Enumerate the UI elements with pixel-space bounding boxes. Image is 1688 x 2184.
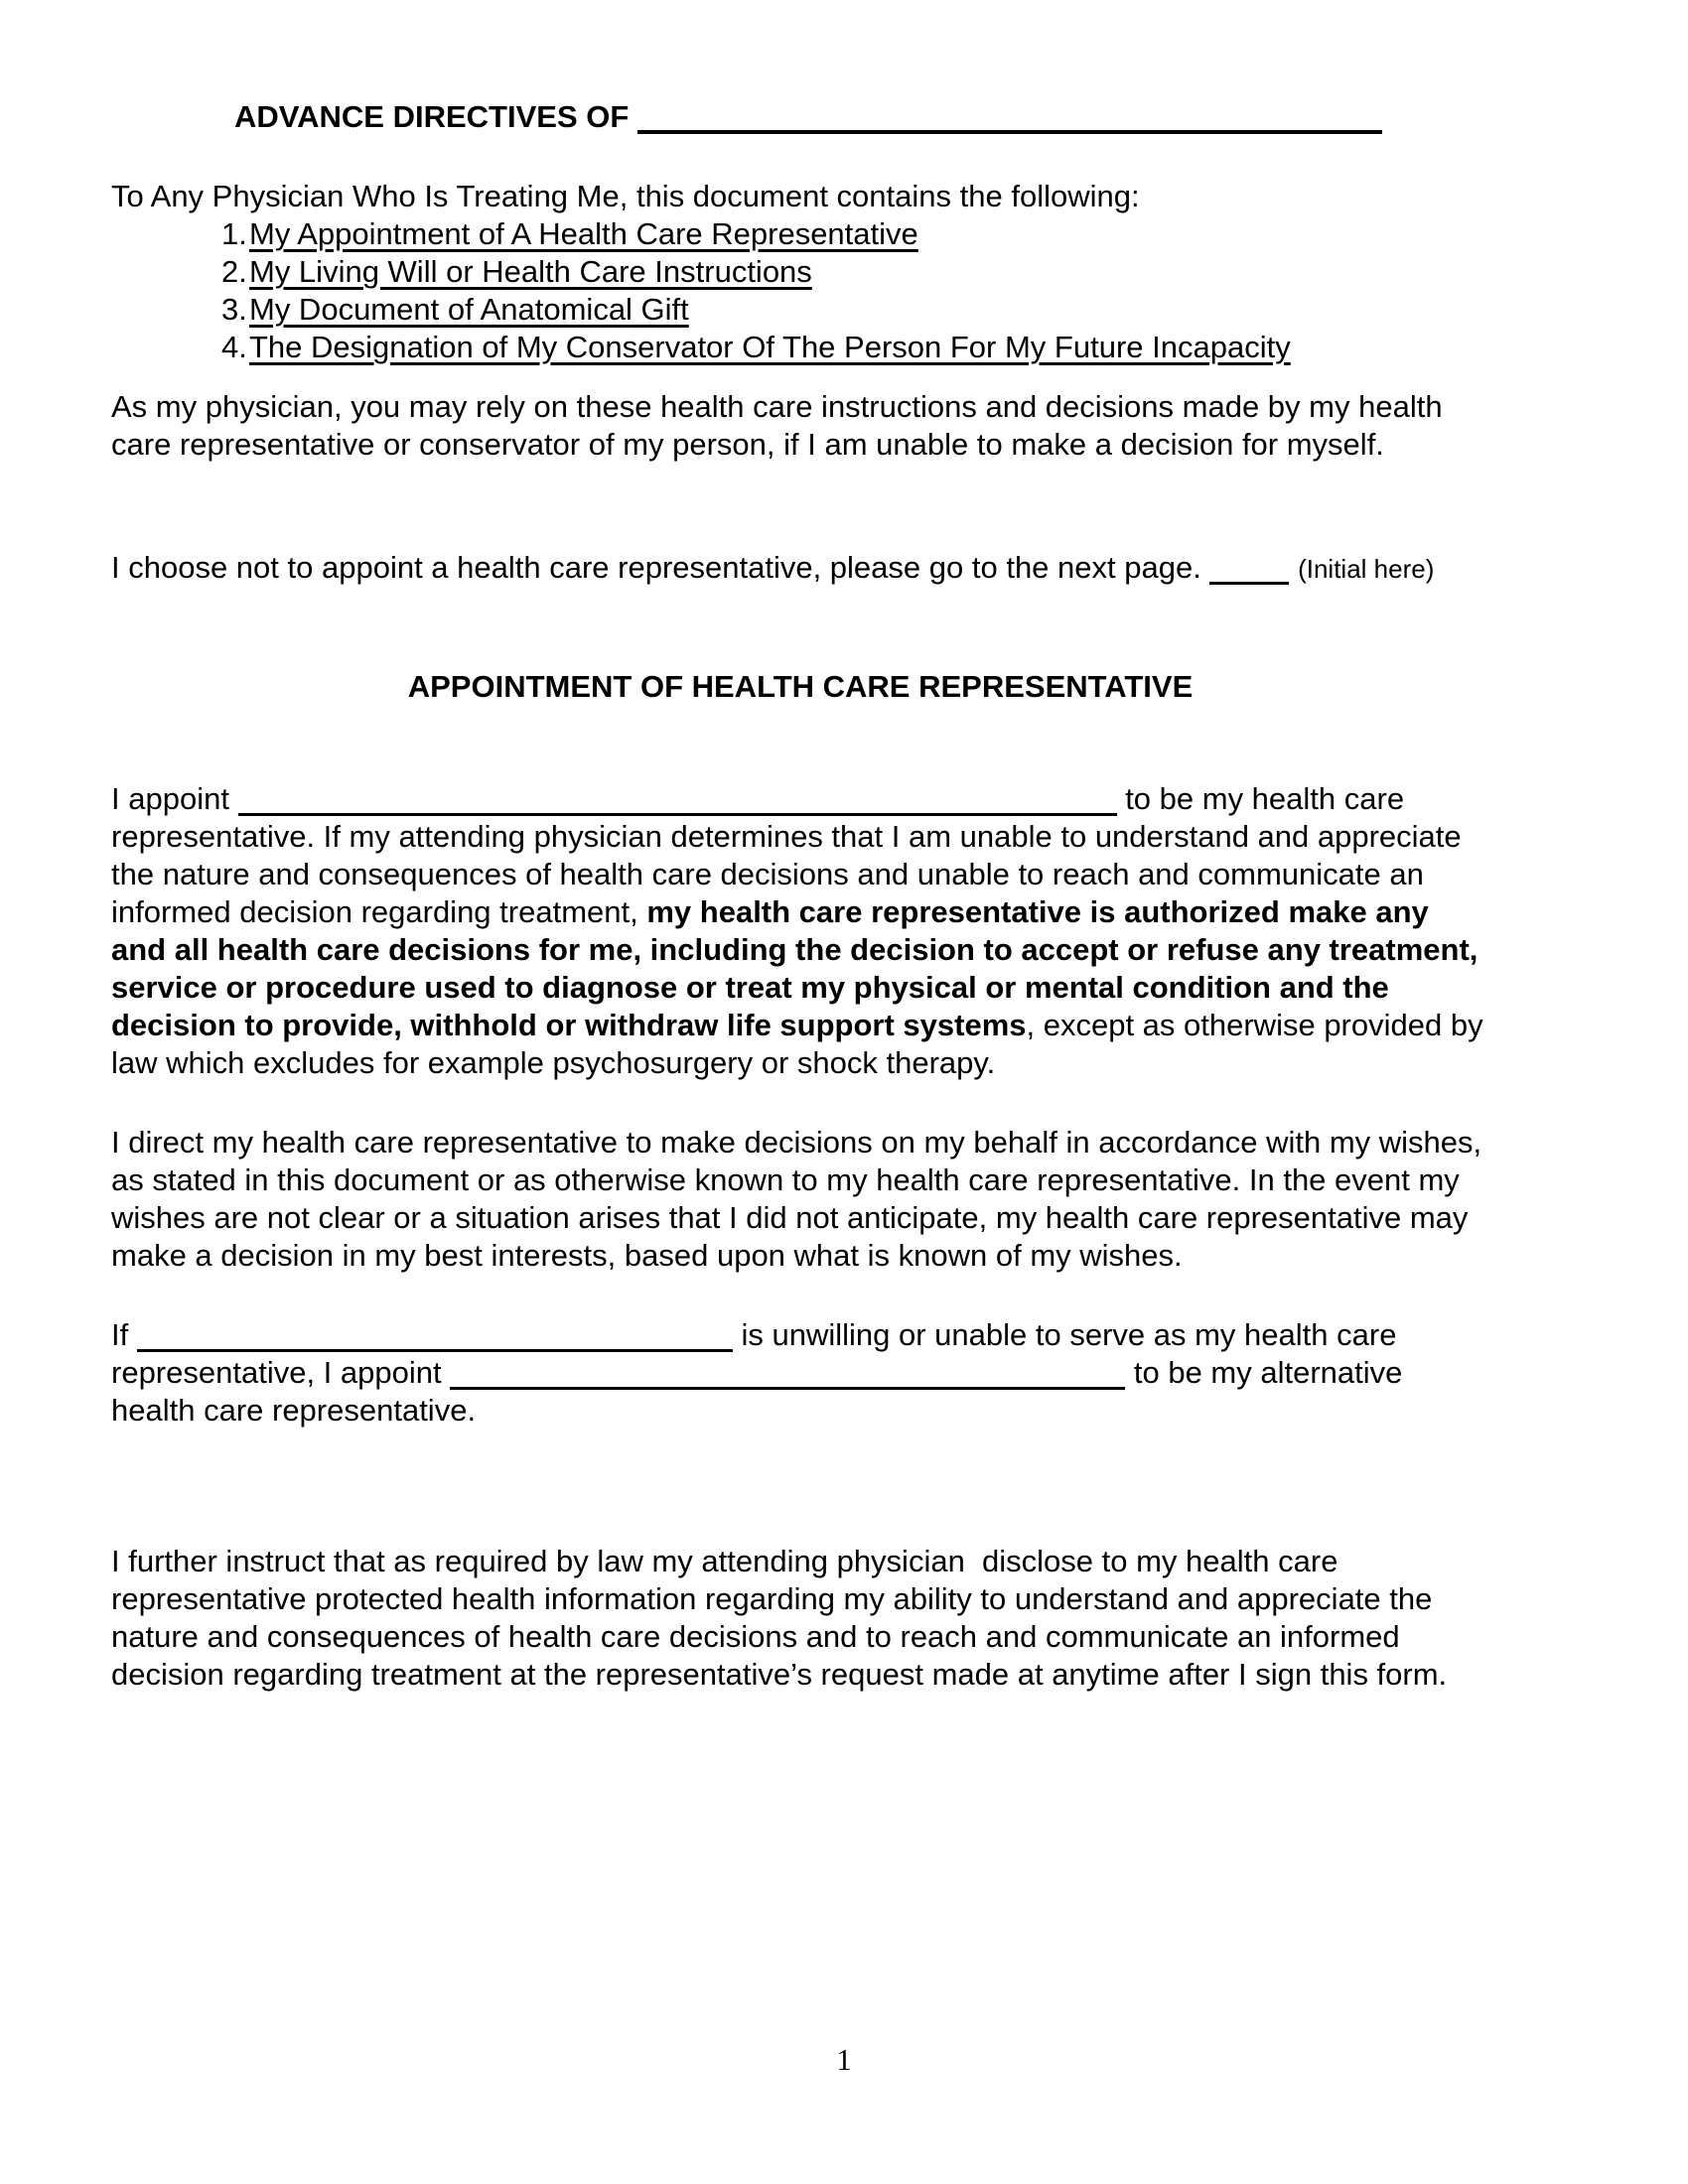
page-number: 1 bbox=[836, 2042, 852, 2077]
paragraph-alternative bbox=[111, 1316, 1489, 1430]
list-item-label: My Living Will or Health Care Instructions bbox=[249, 254, 812, 289]
contents-list bbox=[221, 215, 1489, 366]
paragraph-physician-reliance: As my physician, you may rely on these health care instructions and decisions made by my health care representative or conservator of my person, if I am unable to make a decision for myself. bbox=[111, 389, 1443, 462]
list-item-label: My Document of Anatomical Gift bbox=[249, 292, 689, 327]
list-item-anatomical-gift bbox=[221, 291, 1489, 329]
name-blank[interactable] bbox=[637, 118, 1382, 134]
appoint-lead-text: I appoint bbox=[111, 781, 229, 816]
appoint-tail-text: , except as otherwise provided by law which excludes for example psychosurgery or shock therapy. bbox=[111, 1008, 1483, 1080]
alternative-representative-name-blank[interactable] bbox=[450, 1375, 1125, 1390]
appoint-body-text: to be my health care representative. If my attending physician determines that I am unable to understand and appreciate the nature and consequences of health care decisions and unable to reach and communicate an informed decision regarding treatment, bbox=[111, 781, 1462, 929]
document-title bbox=[234, 97, 1489, 137]
list-number: 3. bbox=[221, 292, 247, 327]
document-title-label: ADVANCE DIRECTIVES OF bbox=[234, 99, 630, 134]
no-appointment-line bbox=[111, 549, 1489, 588]
initial-blank[interactable] bbox=[1209, 570, 1289, 585]
list-item-conservator bbox=[221, 329, 1489, 366]
section-heading-appointment: APPOINTMENT OF HEALTH CARE REPRESENTATIVE bbox=[407, 669, 1194, 704]
list-item-appointment bbox=[221, 215, 1489, 253]
appoint-authority-bold-text: my health care representative is authorized make any and all health care decisions for me, including the decision to accept or refuse any treatment, service or procedure used to diagnose or treat my physical or mental condition and the decision to provide, withhold or withdraw life support systems bbox=[111, 894, 1478, 1042]
primary-representative-name-blank[interactable] bbox=[137, 1337, 733, 1352]
list-number: 4. bbox=[221, 330, 247, 364]
paragraph-direction: I direct my health care representative to make decisions on my behalf in accordance with my wishes, as stated in this document or as otherwise known to my health care representative. In the event my wishes are not clear or a situation arises that I did not anticipate, my health care representative may make a decision in my best interests, based upon what is known of my wishes. bbox=[111, 1125, 1482, 1273]
list-number: 2. bbox=[221, 254, 247, 289]
representative-name-blank[interactable] bbox=[238, 801, 1117, 816]
paragraph-disclosure: I further instruct that as required by law my attending physician disclose to my health care representative protected health information regarding my ability to understand and appreciate the nature and consequences of health care decisions and to reach and communicate an informed decision regarding treatment at the representative’s request made at anytime after I sign this form. bbox=[111, 1544, 1448, 1692]
intro-line: To Any Physician Who Is Treating Me, this document contains the following: bbox=[111, 179, 1140, 213]
alternative-lead-text: If bbox=[111, 1317, 129, 1352]
initial-here-label: (Initial here) bbox=[1298, 554, 1435, 584]
list-item-label: My Appointment of A Health Care Representative bbox=[249, 216, 918, 251]
alternative-tail-text: to be my alternative health care representative. bbox=[111, 1355, 1403, 1428]
paragraph-appointment bbox=[111, 780, 1489, 1082]
list-number: 1. bbox=[221, 216, 247, 251]
list-item-label: The Designation of My Conservator Of The Person For My Future Incapacity bbox=[249, 330, 1291, 364]
list-item-living-will bbox=[221, 253, 1489, 291]
alternative-mid-text: is unwilling or unable to serve as my health care representative, I appoint bbox=[111, 1317, 1397, 1390]
no-appointment-text: I choose not to appoint a health care representative, please go to the next page. bbox=[111, 550, 1201, 585]
